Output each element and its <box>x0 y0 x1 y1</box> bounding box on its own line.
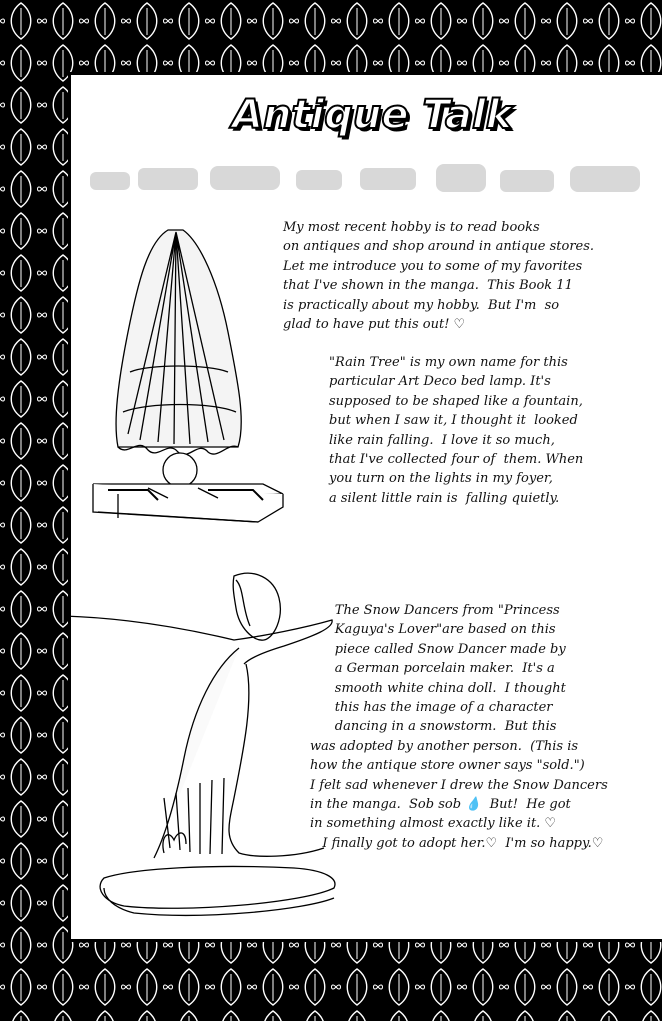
text-line: My most recent hobby is to read books <box>283 220 540 235</box>
text-line: was adopted by another person. (This is <box>310 738 579 754</box>
bleed-through-text <box>90 158 650 198</box>
text-line: The Snow Dancers from "Princess <box>310 603 560 618</box>
snow-dancer-paragraph <box>310 601 608 853</box>
text-line: in something almost exactly like it. ♡ <box>310 816 557 832</box>
text-line: in the manga. Sob sob 💧 But! He got <box>310 797 571 813</box>
intro-paragraph <box>283 218 594 334</box>
page-title: Antique Talk <box>232 92 513 138</box>
text-line: Kaguya's Lover"are based on this <box>310 622 556 638</box>
text-line: "Rain Tree" is my own name for this <box>329 355 568 370</box>
text-line: I finally got to adopt her.♡ I'm so happy.♡ <box>310 835 604 851</box>
text-line: smooth white china doll. I thought <box>310 680 566 696</box>
text-line: that I've collected four of them. When <box>329 452 584 468</box>
text-line: but when I saw it, I thought it looked <box>329 413 578 429</box>
rain-tree-paragraph <box>329 353 583 508</box>
text-line: Let me introduce you to some of my favorites <box>283 258 583 274</box>
text-line: is practically about my hobby. But I'm so <box>283 297 560 313</box>
text-line: on antiques and shop around in antique stores. <box>283 239 595 255</box>
text-line: particular Art Deco bed lamp. It's <box>329 374 551 390</box>
text-line: dancing in a snowstorm. But this <box>310 719 557 735</box>
text-line: piece called Snow Dancer made by <box>310 641 566 657</box>
text-line: this has the image of a character <box>310 700 553 716</box>
rain-tree-lamp-illustration <box>88 222 288 542</box>
text-line: glad to have put this out! ♡ <box>283 317 466 333</box>
text-line: you turn on the lights in my foyer, <box>329 471 553 487</box>
text-line: how the antique store owner says "sold.") <box>310 758 585 774</box>
text-line: I felt sad whenever I drew the Snow Dancers <box>310 777 608 793</box>
text-line: supposed to be shaped like a fountain, <box>329 393 583 409</box>
text-line: like rain falling. I love it so much, <box>329 432 555 448</box>
text-line: a German porcelain maker. It's a <box>310 661 555 677</box>
text-line: that I've shown in the manga. This Book 11 <box>283 278 573 294</box>
text-line: a silent little rain is falling quietly. <box>329 490 560 506</box>
